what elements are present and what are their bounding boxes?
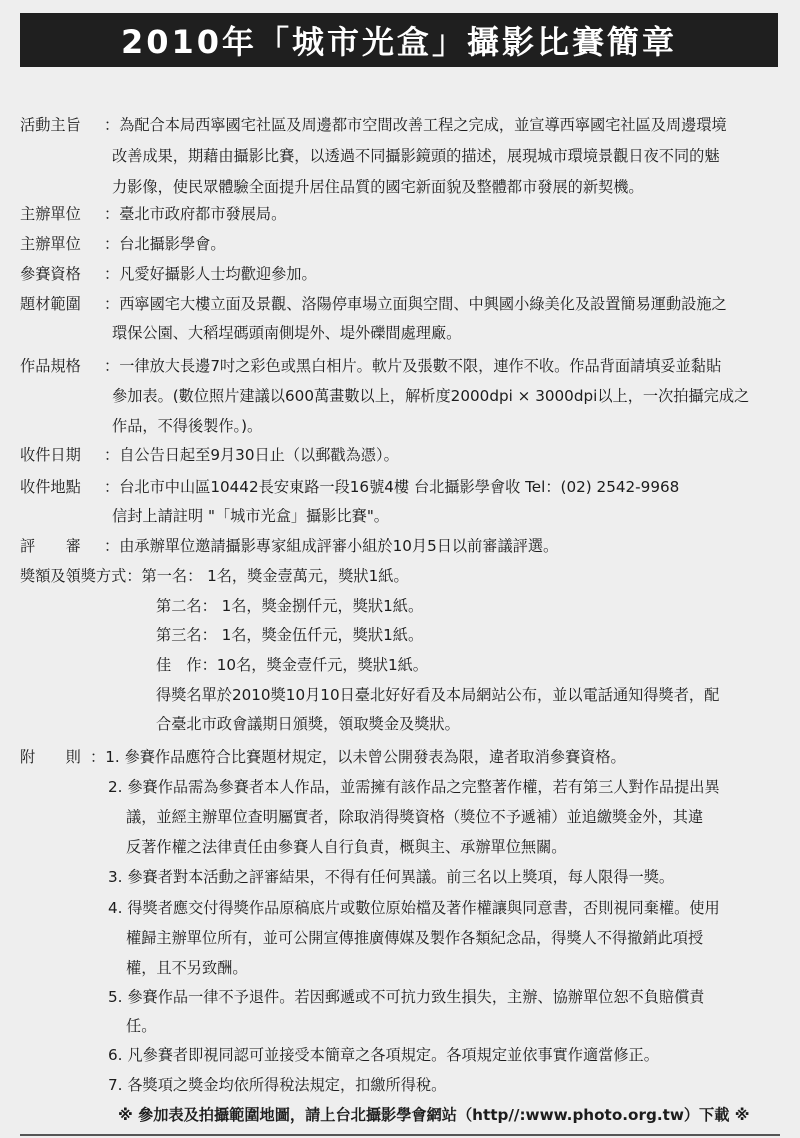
rule-7-line-1: 7. 各獎項之獎金均依所得稅法規定，扣繳所得稅。 xyxy=(108,1076,447,1094)
scope-label: 題材範圍 xyxy=(20,295,81,313)
rule-2-line-2: 議，並經主辦單位查明屬實者，除取消得獎資格（獎位不予遞補）並追繳獎金外，其違 xyxy=(126,808,704,826)
awards-note-2: 合臺北市政會議期日頒獎，領取獎金及獎狀。 xyxy=(156,715,460,733)
address-line-2: 信封上請註明 "「城市光盒」攝影比賽"。 xyxy=(112,507,389,525)
organizer-line: 主辦單位 ：臺北市政府都市發展局。 xyxy=(20,205,287,223)
eligibility-label: 參賽資格 xyxy=(20,265,81,283)
rule-4-line-3: 權，且不另致酬。 xyxy=(126,959,248,977)
address-label: 收件地點 xyxy=(20,478,81,496)
deadline-line: 收件日期 ：自公告日起至9月30日止（以郵戳為憑）。 xyxy=(20,446,399,464)
award-item-2: 第二名： 1名，獎金捌仟元，獎狀1紙。 xyxy=(156,597,424,615)
rule-3-line-1: 3. 參賽者對本活動之評審結果，不得有任何異議。前三名以上獎項，每人限得一獎。 xyxy=(108,868,675,886)
scope-line-2: 環保公園、大稻埕碼頭南側堤外、堤外礫間處理廠。 xyxy=(112,324,462,342)
spec-line-3: 作品，不得後製作。)。 xyxy=(112,417,263,435)
rule-4-line-1: 4. 得獎者應交付得獎作品原稿底片或數位原始檔及著作權讓與同意書，否則視同棄權。使用 xyxy=(108,899,720,917)
rules-label: 附 則 xyxy=(20,748,81,766)
organizer2-label: 主辦單位 xyxy=(20,235,81,253)
purpose-line-3: 力影像，使民眾體驗全面提升居住品質的國宅新面貌及整體都市發展的新契機。 xyxy=(112,178,644,196)
purpose-line-2: 改善成果，期藉由攝影比賽，以透過不同攝影鏡頭的描述，展現城市環境景觀日夜不同的魅 xyxy=(112,147,720,165)
bottom-divider xyxy=(20,1134,780,1136)
award-item-4: 佳 作：10名，獎金壹仟元，獎狀1紙。 xyxy=(156,656,428,674)
deadline-label: 收件日期 xyxy=(20,446,81,464)
scope-line-1: 題材範圍 ：西寧國宅大樓立面及景觀、洛陽停車場立面與空間、中興國小綠美化及設置簡易運動設施之 xyxy=(20,295,727,313)
awards-line-1: 獎額及領獎方式：第一名： 1名，獎金壹萬元，獎狀1紙。 xyxy=(20,567,409,585)
award-item-3: 第三名： 1名，獎金伍仟元，獎狀1紙。 xyxy=(156,626,424,644)
rule-5-line-1: 5. 參賽作品一律不予退件。若因郵遞或不可抗力致生損失，主辦、協辦單位恕不負賠償責 xyxy=(108,988,705,1006)
rule-5-line-2: 任。 xyxy=(126,1017,157,1035)
purpose-label: 活動主旨 xyxy=(20,116,81,134)
organizer2-line: 主辦單位 ：台北攝影學會。 xyxy=(20,235,226,253)
spec-label: 作品規格 xyxy=(20,357,81,375)
judging-line: 評 審 ：由承辦單位邀請攝影專家組成評審小組於10月5日以前審議評選。 xyxy=(20,537,559,555)
awards-label: 獎額及領獎方式 xyxy=(20,567,127,585)
footer-note: ※ 參加表及拍攝範圍地圖，請上台北攝影學會網站（http//:www.photo.org.tw）下載 ※ xyxy=(118,1106,750,1124)
organizer-label: 主辦單位 xyxy=(20,205,81,223)
rules-line-1: 附 則 ：1. 參賽作品應符合比賽題材規定，以未曾公開發表為限，違者取消參賽資格。 xyxy=(20,748,626,766)
eligibility-line: 參賽資格 ：凡愛好攝影人士均歡迎參加。 xyxy=(20,265,317,283)
purpose-line-1: 活動主旨 ：為配合本局西寧國宅社區及周邊都市空間改善工程之完成，並宣導西寧國宅社區及周邊環境 xyxy=(20,116,727,134)
spec-line-2: 參加表。(數位照片建議以600萬畫數以上，解析度2000dpi × 3000dpi以上，一次拍攝完成之 xyxy=(112,387,750,405)
rule-6-line-1: 6. 凡參賽者即視同認可並接受本簡章之各項規定。各項規定並依事實作適當修正。 xyxy=(108,1046,659,1064)
spec-line-1: 作品規格 ：一律放大長邊7吋之彩色或黑白相片。軟片及張數不限，連作不收。作品背面請填妥並黏貼 xyxy=(20,357,722,375)
judging-label: 評 審 xyxy=(20,537,81,555)
address-line-1: 收件地點 ：台北市中山區10442長安東路一段16號4樓 台北攝影學會收 Tel：(02) 2542-9968 xyxy=(20,478,680,496)
awards-note-1: 得獎名單於2010獎10月10日臺北好好看及本局網站公布，並以電話通知得獎者，配 xyxy=(156,686,720,704)
rule-4-line-2: 權歸主辦單位所有，並可公開宣傳推廣傳媒及製作各類紀念品，得獎人不得撤銷此項授 xyxy=(126,929,704,947)
rule-2-line-1: 2. 參賽作品需為參賽者本人作品，並需擁有該作品之完整著作權，若有第三人對作品提出異 xyxy=(108,778,720,796)
page-title: 2010年「城市光盒」攝影比賽簡章 xyxy=(20,13,778,67)
rule-2-line-3: 反著作權之法律責任由參賽人自行負責，概與主、承辦單位無關。 xyxy=(126,838,567,856)
